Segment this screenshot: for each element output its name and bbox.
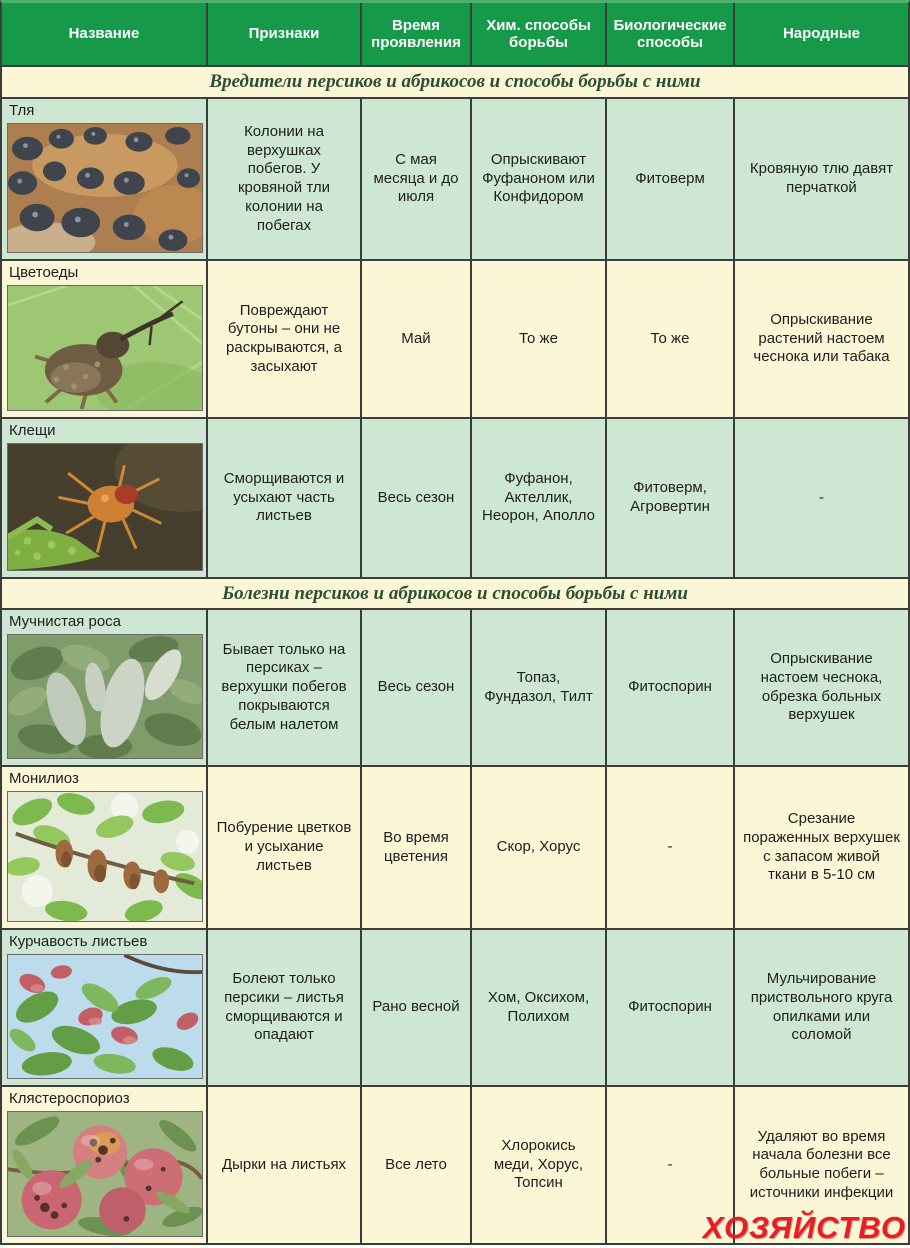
time-cell: Рано весной [362,930,472,1085]
col-header-signs: Признаки [208,3,362,65]
section-title: Болезни персиков и абрикосов и способы борьбы с ними [222,582,688,604]
powdery-mildew-leaves-photo [7,634,203,759]
leaf-curl-photo [7,954,203,1079]
disease-name: Клястероспориоз [9,1090,130,1107]
biological-cell: То же [607,261,735,417]
biological-cell: - [607,1087,735,1243]
biological-cell: Фитоспорин [607,930,735,1085]
signs-cell: Бывает только на персиках – верхушки побегов покрываются белым налетом [208,610,362,765]
table-header-row [2,3,908,67]
pest-name: Тля [9,102,35,119]
table-row-powdery-mildew [2,610,908,767]
folk-cell: Кровяную тлю давят перчаткой [735,99,908,259]
signs-cell: Побурение цветков и усыхание листьев [208,767,362,928]
section-header-pests [2,67,908,99]
biological-cell: Фитоспорин [607,610,735,765]
biological-cell: Фитоверм [607,99,735,259]
folk-cell: Опрыскивание растений настоем чеснока или табака [735,261,908,417]
table-row-moniliosis [2,767,908,930]
name-cell [2,767,208,928]
section-header-diseases [2,579,908,610]
name-cell [2,419,208,577]
time-cell: Май [362,261,472,417]
chemical-cell: Фуфанон, Актеллик, Неорон, Аполло [472,419,607,577]
table-row-leaf-curl [2,930,908,1087]
chemical-cell: То же [472,261,607,417]
folk-cell: Мульчирование приствольного круга опилками или соломой [735,930,908,1085]
folk-cell: - [735,419,908,577]
name-cell [2,261,208,417]
name-cell [2,930,208,1085]
spotted-peaches-photo [7,1111,203,1237]
signs-cell: Дырки на листьях [208,1087,362,1243]
weevil-on-leaf-photo [7,285,203,411]
name-cell [2,1087,208,1243]
signs-cell: Повреждают бутоны – они не раскрываются, а засыхают [208,261,362,417]
section-title: Вредители персиков и абрикосов и способы борьбы с ними [209,71,701,92]
time-cell: Все лето [362,1087,472,1243]
table-row-mites [2,419,908,579]
moniliosis-branch-photo [7,791,203,922]
time-cell: С мая месяца и до июля [362,99,472,259]
red-mite-photo [7,443,203,571]
chemical-cell: Хлорокись меди, Хорус, Топсин [472,1087,607,1243]
time-cell: Весь сезон [362,419,472,577]
col-header-biological: Биологические способы [607,3,735,65]
biological-cell: - [607,767,735,928]
disease-name: Монилиоз [9,770,79,787]
aphid-colony-photo [7,123,203,253]
table-row-aphid [2,99,908,261]
chemical-cell: Опрыскивают Фуфаноном или Конфидором [472,99,607,259]
folk-cell: Опрыскивание настоем чеснока, обрезка больных верхушек [735,610,908,765]
signs-cell: Сморщиваются и усыхают часть листьев [208,419,362,577]
pest-name: Цветоеды [9,264,79,281]
col-header-time: Время проявления [362,3,472,65]
disease-name: Курчавость листьев [9,933,148,950]
folk-cell: Удаляют во время начала болезни все больные побеги – источники инфекции [735,1087,908,1243]
time-cell: Весь сезон [362,610,472,765]
chemical-cell: Топаз, Фундазол, Тилт [472,610,607,765]
signs-cell: Колонии на верхушках побегов. У кровяной тли колонии на побегах [208,99,362,259]
chemical-cell: Скор, Хорус [472,767,607,928]
biological-cell: Фитоверм, Агровертин [607,419,735,577]
col-header-chemical: Хим. способы борьбы [472,3,607,65]
time-cell: Во время цветения [362,767,472,928]
table-row-flower-weevil [2,261,908,419]
chemical-cell: Хом, Оксихом, Полихом [472,930,607,1085]
col-header-folk: Народные [782,25,861,43]
name-cell [2,99,208,259]
col-header-name: Название [2,3,208,65]
folk-cell: Срезание пораженных верхушек с запасом живой ткани в 5-10 см [735,767,908,928]
pest-name: Клещи [9,422,56,439]
signs-cell: Болеют только персики – листья сморщиваются и опадают [208,930,362,1085]
name-cell [2,610,208,765]
disease-name: Мучнистая роса [9,613,122,630]
khozyaystvo-logo: ХОЗЯЙСТВО [702,1210,906,1245]
